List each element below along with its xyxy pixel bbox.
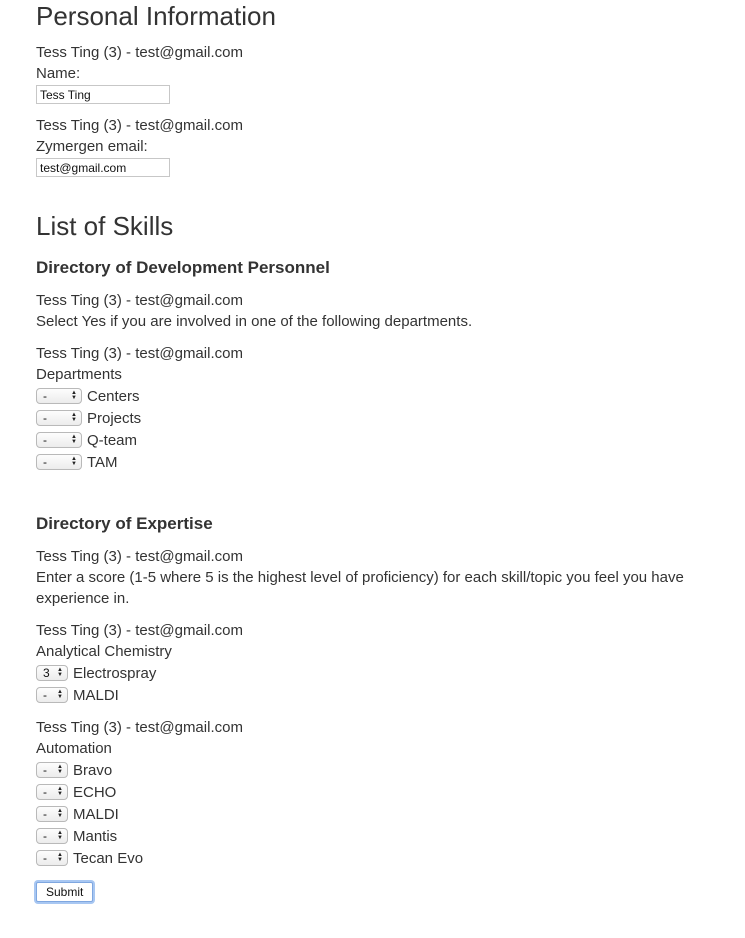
department-row — [36, 429, 745, 451]
select-value: - — [43, 762, 47, 777]
department-label: TAM — [87, 453, 118, 471]
select-value: - — [43, 410, 47, 425]
name-label: Name: — [36, 65, 81, 82]
select-value: 3 — [43, 665, 50, 680]
analytical-list — [36, 662, 745, 706]
automation-skill-label: ECHO — [73, 783, 117, 801]
user-line: Tess Ting (3) - test@gmail.com — [36, 622, 243, 639]
automation-skill-select[interactable] — [36, 806, 68, 822]
updown-arrows-icon: ▲ ▼ — [71, 434, 77, 445]
analytical-skill-select[interactable] — [36, 687, 68, 703]
updown-arrows-icon: ▲ ▼ — [57, 689, 63, 700]
updown-arrows-icon: ▲ ▼ — [57, 808, 63, 819]
email-label: Zymergen email: — [36, 138, 148, 155]
updown-arrows-icon: ▲ ▼ — [71, 412, 77, 423]
department-select[interactable] — [36, 410, 82, 426]
automation-group — [36, 717, 745, 869]
analytical-chemistry-group — [36, 620, 745, 706]
automation-skill-row — [36, 803, 745, 825]
department-label: Centers — [87, 387, 140, 405]
automation-list — [36, 759, 745, 869]
department-label: Q-team — [87, 431, 138, 449]
user-line: Tess Ting (3) - test@gmail.com — [36, 719, 243, 736]
updown-arrows-icon: ▲ ▼ — [71, 456, 77, 467]
automation-skill-row — [36, 825, 745, 847]
updown-arrows-icon: ▲ ▼ — [57, 830, 63, 841]
department-label: Projects — [87, 409, 142, 427]
expertise-instructions-group — [36, 546, 716, 609]
automation-skill-row — [36, 781, 745, 803]
email-field-group — [36, 115, 745, 177]
select-value: - — [43, 850, 47, 865]
departments-group — [36, 343, 745, 473]
department-select[interactable] — [36, 454, 82, 470]
user-line: Tess Ting (3) - test@gmail.com — [36, 548, 243, 565]
department-row — [36, 407, 745, 429]
updown-arrows-icon: ▲ ▼ — [57, 667, 63, 678]
submit-button[interactable]: Submit — [36, 882, 93, 902]
automation-skill-select[interactable] — [36, 828, 68, 844]
analytical-skill-select[interactable] — [36, 665, 68, 681]
department-row — [36, 385, 745, 407]
automation-skill-select[interactable] — [36, 784, 68, 800]
dev-instructions: Select Yes if you are involved in one of the following departments. — [36, 313, 473, 330]
analytical-skill-label: MALDI — [73, 686, 119, 704]
dev-instructions-group — [36, 290, 745, 332]
expertise-heading: Directory of Expertise — [36, 514, 213, 533]
name-field-group — [36, 42, 745, 104]
analytical-skill-row — [36, 662, 745, 684]
updown-arrows-icon: ▲ ▼ — [71, 390, 77, 401]
user-line: Tess Ting (3) - test@gmail.com — [36, 117, 243, 134]
automation-skill-label: Bravo — [73, 761, 113, 779]
analytical-skill-label: Electrospray — [73, 664, 157, 682]
user-line: Tess Ting (3) - test@gmail.com — [36, 292, 243, 309]
select-value: - — [43, 784, 47, 799]
select-value: - — [43, 432, 47, 447]
user-line: Tess Ting (3) - test@gmail.com — [36, 44, 243, 61]
department-select[interactable] — [36, 432, 82, 448]
list-of-skills-heading: List of Skills — [36, 211, 174, 241]
updown-arrows-icon: ▲ ▼ — [57, 852, 63, 863]
automation-skill-row — [36, 847, 745, 869]
updown-arrows-icon: ▲ ▼ — [57, 786, 63, 797]
select-value: - — [43, 806, 47, 821]
select-value: - — [43, 388, 47, 403]
automation-skill-label: MALDI — [73, 805, 119, 823]
analytical-skill-row — [36, 684, 745, 706]
name-input[interactable] — [36, 85, 170, 104]
automation-skill-label: Tecan Evo — [73, 849, 144, 867]
personal-information-heading: Personal Information — [36, 1, 276, 31]
select-value: - — [43, 454, 47, 469]
select-value: - — [43, 687, 47, 702]
department-row — [36, 451, 745, 473]
user-line: Tess Ting (3) - test@gmail.com — [36, 345, 243, 362]
automation-skill-select[interactable] — [36, 762, 68, 778]
automation-skill-select[interactable] — [36, 850, 68, 866]
automation-label: Automation — [36, 740, 112, 757]
expertise-instructions: Enter a score (1-5 where 5 is the highest level of proficiency) for each skill/topic you feel you have experience in. — [36, 569, 684, 607]
select-value: - — [43, 828, 47, 843]
email-input[interactable] — [36, 158, 170, 177]
analytical-chemistry-label: Analytical Chemistry — [36, 643, 172, 660]
development-personnel-heading: Directory of Development Personnel — [36, 258, 330, 277]
department-select[interactable] — [36, 388, 82, 404]
updown-arrows-icon: ▲ ▼ — [57, 764, 63, 775]
automation-skill-row — [36, 759, 745, 781]
departments-list — [36, 385, 745, 473]
automation-skill-label: Mantis — [73, 827, 118, 845]
departments-label: Departments — [36, 366, 122, 383]
